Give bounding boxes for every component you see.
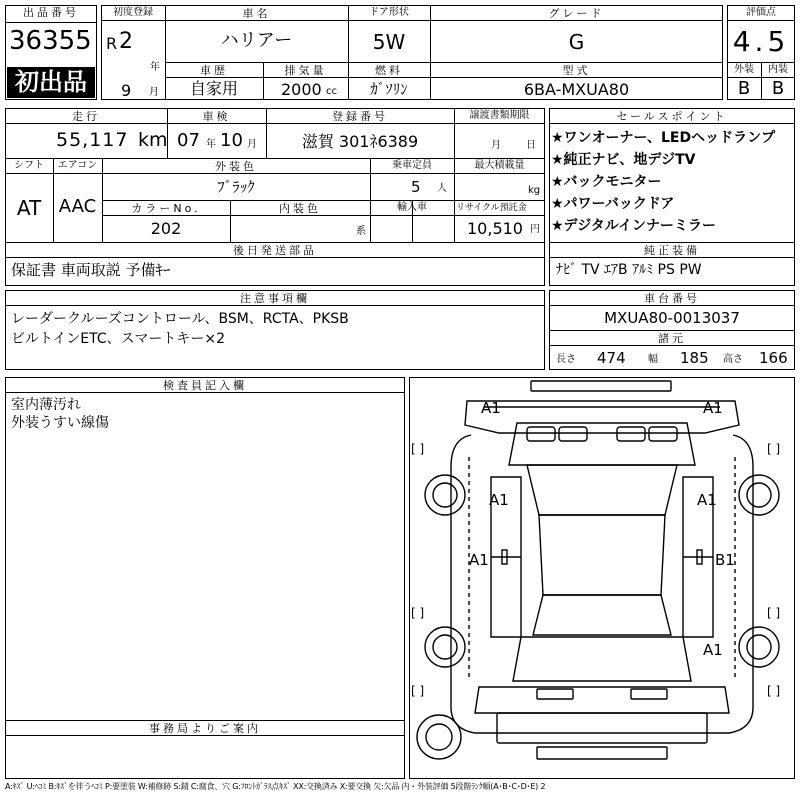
mileage-label: 走行: [72, 110, 100, 123]
bracket-top-right: [ ]: [767, 442, 781, 456]
notes-line-2: ビルトインETC、スマートキー×2: [11, 331, 226, 347]
score-int-label: 内装: [768, 64, 788, 75]
spare-tire: [417, 715, 461, 759]
wheel-rear-left: [425, 627, 465, 667]
grade-value: G: [568, 30, 585, 54]
int-color-suffix: 系: [356, 226, 366, 237]
car-name-value: ハリアー: [220, 30, 293, 51]
rear-window: [533, 595, 671, 635]
score-int-value: B: [771, 78, 785, 99]
score-label: 評価点: [746, 7, 776, 18]
capacity-label: 乗車定員: [392, 160, 432, 171]
mileage-unit: km: [138, 129, 168, 151]
body-outline: [451, 435, 753, 733]
later-parts-label: 後日発送部品: [233, 244, 317, 257]
windshield: [527, 465, 677, 515]
bracket-mid-right: [ ]: [767, 606, 781, 620]
lot-label: 出品番号: [23, 6, 79, 19]
later-parts-value: 保証書 車両取説 予備ｷｰ: [11, 261, 171, 279]
capacity-value: 5: [411, 178, 421, 196]
wheel-front-left: [425, 475, 465, 515]
length-label: 長さ: [556, 354, 576, 365]
capacity-unit: 人: [437, 183, 447, 194]
genuine-label: 純正装備: [644, 244, 700, 257]
inspection-year: 07: [177, 130, 200, 151]
inspection-month-unit: 月: [247, 139, 257, 150]
color-no-value: 202: [150, 219, 182, 238]
sales-point-item: ★デジタルインナーミラー: [551, 218, 717, 234]
inspector-line-2: 外装うすい線傷: [11, 415, 109, 431]
door-value: 5W: [372, 30, 406, 54]
first-reg-era: R: [106, 34, 118, 53]
displacement-unit: cc: [326, 86, 337, 97]
fuel-value: ｶﾞｿﾘﾝ: [370, 80, 408, 98]
ext-color-label: 外装色: [215, 160, 257, 173]
lot-number: 36355: [9, 26, 92, 56]
office-label: 事務局よりご案内: [149, 722, 261, 735]
mark-front-right: A1: [703, 399, 723, 417]
score-ext-value: B: [737, 78, 751, 99]
reg-no-label: 登録番号: [332, 110, 388, 123]
ac-label: エアコン: [57, 160, 98, 171]
mark-door-right: B1: [715, 551, 735, 569]
recycle-unit: 円: [530, 224, 540, 235]
reg-no-value: 滋賀 301ﾈ6389: [301, 132, 419, 151]
car-name-label: 車名: [242, 7, 271, 20]
int-color-label: 内装色: [279, 202, 321, 215]
notes-label: 注意事項欄: [240, 292, 310, 305]
front-bumper: [465, 401, 739, 433]
transfer-month-unit: 月: [491, 140, 501, 151]
inspector-label: 検査員記入欄: [163, 379, 247, 392]
sales-point-item: ★ワンオーナー、LEDヘッドランプ: [551, 130, 776, 146]
model-label: 型式: [562, 64, 591, 77]
mark-fender-right: A1: [697, 491, 717, 509]
mark-door-left: A1: [469, 551, 489, 569]
score-value: 4.5: [732, 25, 790, 58]
wheel-rear-right: [739, 627, 779, 667]
sales-points-label: セールスポイント: [616, 110, 728, 123]
sales-point-item: ★純正ナビ、地デジTV: [551, 152, 696, 168]
inspector-box: [5, 377, 405, 779]
door-label: ドア形状: [369, 7, 409, 18]
first-reg-label: 初度登録: [113, 7, 153, 18]
ext-color-value: ﾌﾞﾗｯｸ: [217, 178, 255, 196]
wheel-front-right: [739, 475, 779, 515]
mileage-value: 55,117: [56, 129, 129, 151]
first-listing-text: 初出品: [15, 68, 87, 96]
notes-line-1: レーダークルーズコントロール、BSM、RCTA、PKSB: [11, 311, 349, 327]
transfer-label: 譲渡書類期限: [469, 110, 530, 121]
specs-label: 諸元: [658, 332, 686, 345]
color-no-label: カラーNo.: [131, 202, 201, 215]
inspection-month: 10: [220, 130, 243, 151]
max-load-unit: kg: [528, 185, 541, 196]
length-value: 474: [597, 349, 626, 367]
inspector-line-1: 室内薄汚れ: [11, 397, 81, 413]
mark-fender-left: A1: [489, 491, 509, 509]
bracket-top-left: [ ]: [411, 442, 425, 456]
displacement-label: 排気量: [284, 64, 327, 77]
recycle-value: 10,510: [467, 219, 523, 238]
hood: [509, 423, 695, 465]
front-bumper-bar: [531, 381, 671, 391]
fuel-label: 燃料: [375, 64, 403, 77]
first-reg-month: 9: [121, 81, 132, 100]
transfer-day-unit: 日: [526, 140, 536, 151]
displacement-value: 2000: [281, 80, 322, 99]
bracket-bottom-right: [ ]: [767, 684, 781, 698]
rear-hatch: [513, 637, 691, 681]
max-load-label: 最大積載量: [474, 160, 525, 171]
recycle-label: リサイクル預託金: [456, 203, 527, 213]
shift-value: AT: [16, 196, 42, 220]
first-reg-year: 2: [119, 29, 133, 54]
width-value: 185: [680, 349, 709, 367]
bracket-mid-left: [ ]: [411, 606, 425, 620]
history-label: 車歴: [200, 64, 228, 77]
rear-bumper: [475, 687, 729, 713]
first-reg-month-unit: 月: [149, 87, 159, 98]
grade-label: グレード: [548, 7, 605, 20]
model-value: 6BA-MXUA80: [523, 80, 630, 99]
inspection-year-unit: 年: [206, 139, 216, 150]
history-value: 自家用: [189, 79, 238, 98]
chassis-label: 車台番号: [644, 292, 700, 305]
roof: [539, 515, 665, 595]
score-ext-label: 外装: [734, 64, 754, 75]
mark-rear-right: A1: [703, 641, 723, 659]
sales-points-list: [551, 127, 795, 237]
inspection-label: 車検: [202, 110, 231, 123]
height-label: 高さ: [723, 354, 743, 365]
genuine-value: ﾅﾋﾞ TV ｴｱB ｱﾙﾐ PS PW: [556, 262, 702, 278]
first-reg-year-unit: 年: [150, 62, 160, 73]
bracket-bottom-left: [ ]: [411, 684, 425, 698]
import-label: 輸入車: [397, 202, 427, 213]
mark-front-left: A1: [481, 399, 501, 417]
car-diagram: [409, 377, 795, 779]
sales-point-item: ★パワーバックドア: [551, 196, 675, 212]
legend-text: A:ｷｽﾞ U:ﾍｺﾐ B:ｷｽﾞを伴うﾍｺﾐ P:要塗装 W:補修跡 S:錆 C:腐食、穴 G:ﾌﾛﾝﾄｶﾞﾗｽ点ｷｽﾞ XX:交換済み X:要交換 欠:欠品 内・外装評価 5段階ﾗﾝｸ順(A･B･C･D･E) 2: [5, 782, 546, 791]
chassis-value: MXUA80-0013037: [604, 309, 740, 327]
width-label: 幅: [648, 354, 658, 365]
ac-value: AAC: [58, 196, 97, 217]
shift-label: シフト: [14, 160, 44, 171]
sales-point-item: ★バックモニター: [551, 174, 662, 190]
height-value: 166: [759, 349, 788, 367]
